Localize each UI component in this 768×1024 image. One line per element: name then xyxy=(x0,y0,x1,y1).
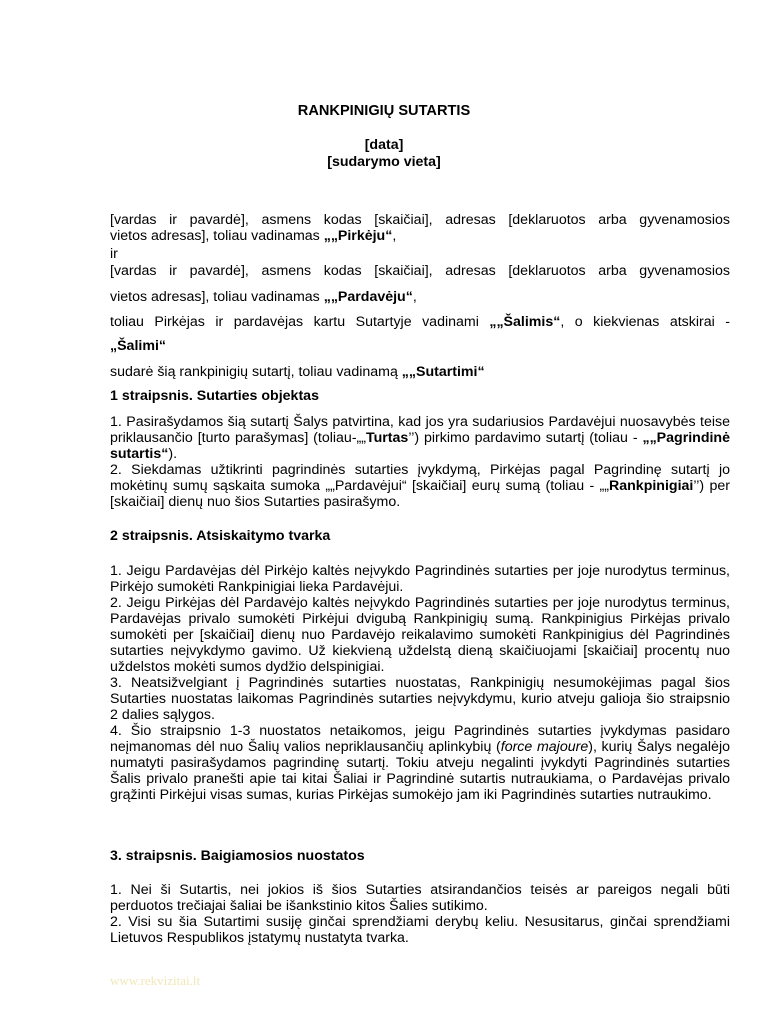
conjunction: ir xyxy=(110,246,118,262)
party-term: „Šalimi“ xyxy=(110,338,166,354)
section1-body xyxy=(110,414,730,510)
section1-para1: 1. Pasirašydamos šią sutartį Šalys patvirtina, kad jos yra sudariusios Pardavėjui nuosavybės teise priklausančio [turto parašymas] (toliau-„„Turtas’’) pirkimo pardavimo sutartį (toliau - „„Pagrindinė sutartis“). xyxy=(110,414,730,462)
parties-line1: toliau Pirkėjas ir pardavėjas kartu Sutartyje vadinami „„Šalimis“, o kiekvienas atskirai - xyxy=(110,314,730,330)
place-placeholder: [sudarymo vieta] xyxy=(327,154,441,170)
section1-heading-wrap xyxy=(110,388,730,404)
section3-heading-wrap xyxy=(110,848,730,864)
force-majeure-term: force majoure xyxy=(500,739,589,755)
section3-para1: 1. Nei ši Sutartis, nei jokios iš šios Sutarties atsirandančios teisės ar pareigos negali būti perduotos trečiajai šaliai be išankstinio kitos Šalies sutikimo. xyxy=(110,882,730,914)
section2-heading-wrap xyxy=(110,528,730,544)
section3-heading: 3. straipsnis. Baigiamosios nuostatos xyxy=(110,848,365,864)
party2-line2-wrap xyxy=(110,289,730,305)
party2-line1-wrap xyxy=(110,263,730,279)
section3-para2: 2. Visi su šia Sutartimi susiję ginčai sprendžiami derybų keliu. Nesusitarus, ginčai sprendžiami Lietuvos Respublikos įstatymų nustatyta tvarka. xyxy=(110,914,730,946)
section2-para2: 2. Jeigu Pirkėjas dėl Pardavėjo kaltės neįvykdo Pagrindinės sutarties per joje nurodytus terminus, Pardavėjas privalo sumokėti Pirkėjui dvigubą Rankpinigių sumą. Rankpinigius Pirkėjas privalo sumokėti per [skaičiai] dienų nuo Pardavėjo reikalavimo sumokėti Rankpinigius dėl Pagrindinės sutarties neįvykdymo gavimo. Už kiekvieną uždelstą dieną skaičiuojami [skaičiai] procentų nuo uždelstos mokėti sumos dydžio delspinigiai. xyxy=(110,595,730,675)
document-title: RANKPINIGIŲ SUTARTIS xyxy=(297,103,471,119)
section2-para1: 1. Jeigu Pardavėjas dėl Pirkėjo kaltės neįvykdo Pagrindinės sutarties per joje nurodytus terminus, Pirkėjo sumokėti Rankpinigiai lieka Pardavėjui. xyxy=(110,563,730,595)
parties-term: „„Šalimis“ xyxy=(489,314,561,330)
party2-line1: [vardas ir pavardė], asmens kodas [skaičiai], adresas [deklaruotos arba gyvenamosios xyxy=(110,263,730,279)
buyer-term: „„Pirkėju“ xyxy=(323,228,393,244)
party1-line1: [vardas ir pavardė], asmens kodas [skaičiai], adresas [deklaruotos arba gyvenamosios xyxy=(110,212,730,228)
parties-line2-wrap xyxy=(110,338,730,354)
section1-para2: 2. Siekdamas užtikrinti pagrindinės sutarties įvykdymą, Pirkėjas pagal Pagrindinę sutartį jo mokėtinų sumų sąskaita sumoka „„Pardavėjui“ [skaičiai] eurų sumą (toliau - „„Rankpinigiai’’) per [skaičiai] dienų nuo šios Sutarties pasirašymo. xyxy=(110,462,730,510)
party2-line2: vietos adresas], toliau vadinamas „„Pardavėju“, xyxy=(110,289,417,305)
party1-block xyxy=(110,212,730,244)
section2-para4: 4. Šio straipsnio 1-3 nuostatos netaikomos, jeigu Pagrindinės sutarties įvykdymas pasidaro neįmanomas dėl nuo Šalių valios nepriklausančių aplinkybių (force majoure), kurių Šalys negalėjo numatyti pasirašydamos pagrindinę sutartį. Tokiu atveju negalinti įvykdyti Pagrindinės sutarties Šalis privalo pranešti apie tai kitai Šaliai ir Pagrindinė sutartis nutraukiama, o Pardavėjas privalo grąžinti Pirkėjui visas sumas, kurias Pirkėjas sumokėjo jam iki Pagrindinės sutarties nutraukimo. xyxy=(110,723,730,803)
party1-line2: vietos adresas], toliau vadinamas „„Pirkėju“, xyxy=(110,228,397,244)
agreement-line: sudarė šią rankpinigių sutartį, toliau vadinamą „„Sutartimi“ xyxy=(110,364,485,380)
section2-heading: 2 straipsnis. Atsiskaitymo tvarka xyxy=(110,528,331,544)
date-placeholder: [data] xyxy=(364,137,404,153)
footer-watermark-link[interactable]: www.rekvizitai.lt xyxy=(110,973,201,988)
seller-term: „„Pardavėju“ xyxy=(323,289,413,305)
parties-line1-wrap xyxy=(110,314,730,330)
section2-para3: 3. Neatsižvelgiant į Pagrindinės sutarties nuostatas, Rankpinigių nesumokėjimas pagal šios Sutarties nuostatas laikomas Pagrindinės sutarties neįvykdymu, kurio atveju galioja šio straipsnio 2 dalies sąlygos. xyxy=(110,675,730,723)
section2-body xyxy=(110,563,730,803)
section1-heading: 1 straipsnis. Sutarties objektas xyxy=(110,388,319,404)
section3-body xyxy=(110,882,730,946)
agreement-term: „„Sutartimi“ xyxy=(401,364,485,380)
